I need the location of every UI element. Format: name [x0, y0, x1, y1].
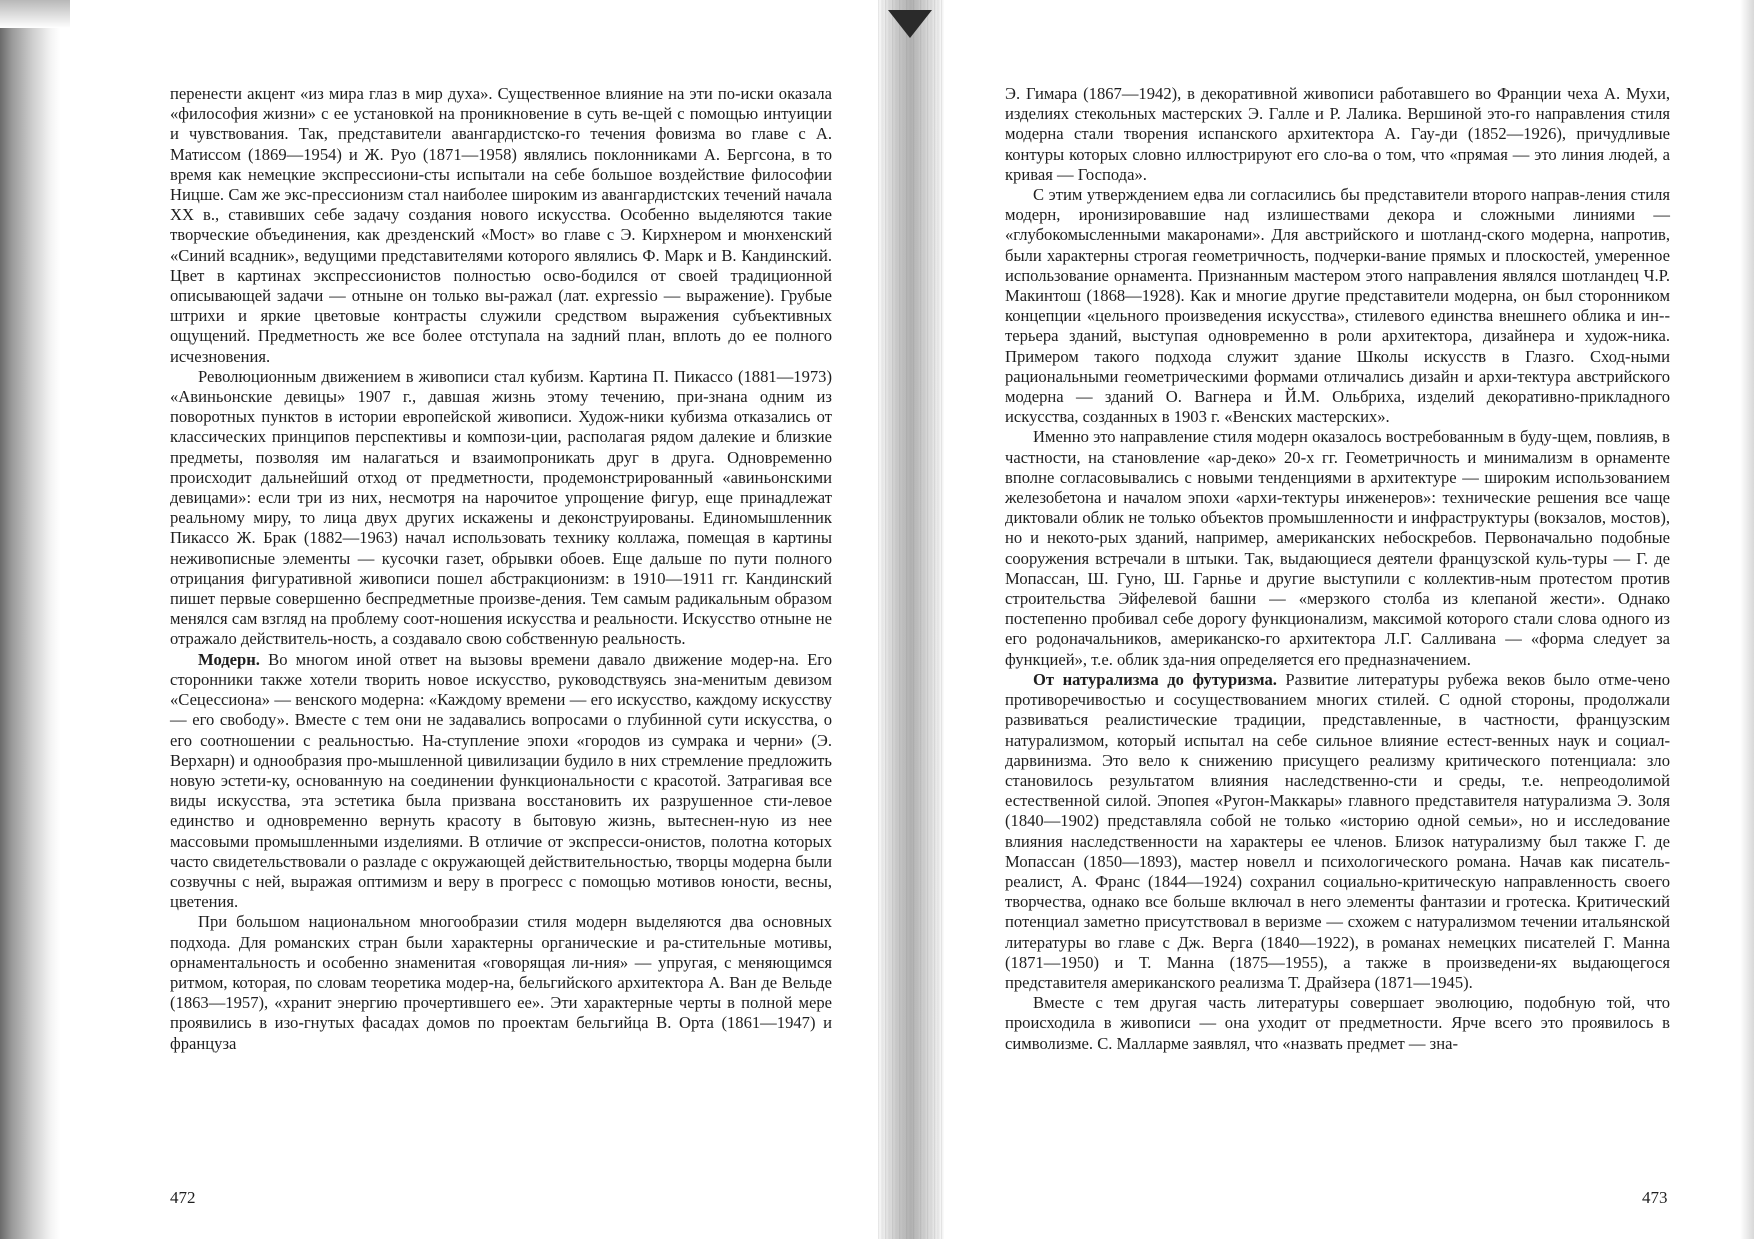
- left-page: [170, 84, 832, 1054]
- right-paragraph-4: [1005, 670, 1670, 993]
- left-paragraph-4: [170, 912, 832, 1053]
- book-gutter: [878, 0, 944, 1239]
- right-paragraph-5: [1005, 993, 1670, 1054]
- book-edge-left: [0, 0, 60, 1239]
- left-paragraph-2: [170, 367, 832, 650]
- paragraph-text: С этим утверждением едва ли согласились бы представители второго направ-ления стиля модерн, иронизировавшие над излишествами декора и сложными линиями — «глубокомысленными макаронами». Для австрийского и шотланд-ского модерна, напротив, были характерны строгая геометричность, подчерки-вание прямых и плоскостей, умеренное использование орнамента. Признанным мастером этого направления являлся шотландец Ч.Р. Макинтош (1868—1928). Как и многие другие представители модерна, он был сторонником концепции «цельного произведения искусства», стилевого единства внешнего облика и ин-терьера зданий, выступая одновременно в роли архитектора, дизайнера и худож-ника. Примером такого подхода служит здание Школы искусств в Глазго. Сход-ными рациональными геометрическими формами отличались дизайн и архи-тектура австрийского модерна — зданий О. Вагнера и Й.М. Ольбриха, изделий декоративно-прикладного искусства, созданных в 1903 г. «Венских мастерских».: [1005, 185, 1670, 427]
- paragraph-text: При большом национальном многообразии стиля модерн выделяются два основных подхода. Для романских стран были характерны органические и ра-стительные мотивы, орнаментальность и особенно знаменитая «говорящая ли-ния» — упругая, с меняющимся ритмом, которая, по словам теоретика модер-на, бельгийского архитектора А. Ван де Вельде (1863—1957), «хранит энергию прочертившего ее». Эти характерные черты в полной мере проявились в изо-гнутых фасадах домов по проектам бельгийца В. Орта (1861—1947) и француза: [170, 912, 832, 1053]
- right-paragraph-1: [1005, 84, 1670, 185]
- book-edge-corner: [0, 0, 70, 28]
- paragraph-text: Вместе с тем другая часть литературы совершает эволюцию, подобную той, что происходила в живописи — она уходит от предметности. Ярче всего это проявилось в символизме. С. Малларме заявлял, что «назвать предмет — зна-: [1005, 993, 1670, 1053]
- right-paragraph-3: [1005, 427, 1670, 669]
- right-paragraph-2: [1005, 185, 1670, 427]
- page-number-left: 472: [170, 1188, 196, 1207]
- page-number-right: 473: [1642, 1188, 1668, 1207]
- paragraph-lead: От натурализма до футуризма.: [1033, 669, 1277, 689]
- paragraph-lead: Модерн.: [198, 649, 260, 669]
- paragraph-text: Э. Гимара (1867—1942), в декоративной живописи работавшего во Франции чеха А. Мухи, изделиях стекольных мастерских Э. Галле и Р. Лалика. Вершиной это-го направления стиля модерна стали творения испанского архитектора А. Гау-ди (1852—1926), причудливые контуры которых словно иллюстрируют его сло-ва о том, что «прямая — это линия людей, а кривая — Господа».: [1005, 84, 1670, 184]
- paragraph-text: Революционным движением в живописи стал кубизм. Картина П. Пикассо (1881—1973) «Авиньонские девицы» 1907 г., давшая жизнь этому течению, при-знана одним из поворотных пунктов в истории европейской живописи. Худож-ники кубизма отказались от классических принципов перспективы и компози-ции, располагая рядом далекие и близкие предметы, позволяя им налагаться и взаимопроникать друг в друга. Одновременно происходит дальнейший отход от предметности, продемонстрированный «авиньонскими девицами»: если три из них, несмотря на нарочитое упрощение фигур, еще принадлежат реальному миру, то лица двух других искажены и деконструированы. Единомышленник Пикассо Ж. Брак (1882—1963) начал использовать технику коллажа, помещая в картины неживописные элементы — кусочки газет, обрывки обоев. Еще дальше по пути полного отрицания фигуративной живописи пошел абстракционизм: в 1910—1911 гг. Кандинский пишет первые совершенно беспредметные произве-дения. Тем самым радикальным образом менялся сам взгляд на проблему соот-ношения искусства и реальности. Искусство отныне не отражало действитель-ность, а создавало свою собственную реальность.: [170, 366, 832, 649]
- paragraph-text: Во многом иной ответ на вызовы времени давало движение модер-на. Его сторонники также хотели творить новое искусство, руководствуясь зна-менитым девизом «Сецессиона» — венского модерна: «Каждому времени — его искусство, каждому искусству — его свободу». Вместе с тем они не задавались вопросами о глубинной сути искусства, о его соотношении с реальностью. На-ступление эпохи «городов из сумрака и черни» (Э. Верхарн) и однообразия про-мышленной цивилизации будило в них стремление предложить новую эстети-ку, основанную на соединении функциональности с красотой. Затрагивая все виды искусства, эта эстетика была призвана восстановить их разрушенное сти-левое единство и одновременно вернуть красоту в бытовую жизнь, вытеснен-ную из нее массовыми промышленными изделиями. В отличие от экспресси-онистов, полотна которых часто свидетельствовали о разладе с окружающей действительностью, творцы модерна были созвучны с ней, выражая оптимизм и веру в прогресс с помощью мотивов юности, весны, цветения.: [170, 649, 832, 912]
- gutter-shadow-mark: [888, 10, 932, 38]
- paragraph-text: Именно это направление стиля модерн оказалось востребованным в буду-щем, повлияв, в частности, на становление «ар-деко» 20-х гг. Геометричность и минимализм в орнаменте вполне согласовывались с новыми тенденциями в архитектуре — широким использованием железобетона и началом эпохи «архи-тектуры инженеров»: технические решения все чаще диктовали облик не только объектов промышленности и инфраструктуры (вокзалов, мостов), но и некото-рых зданий, например, американских небоскребов. Первоначально подобные сооружения встречали в штыки. Так, выдающиеся деятели французской куль-туры — Г. де Мопассан, Ш. Гуно, Ш. Гарнье и другие выступили с коллектив-ным протестом против строительства Эйфелевой башни — «мерзкого столба из клепаной жести». Однако постепенно пробивал себе дорогу функционализм, максимой которого стали слова одного из его родоначальников, американско-го архитектора Л.Г. Салливана — «форма следует за функцией», т.е. облик зда-ния определяется его предназначением.: [1005, 427, 1670, 669]
- left-paragraph-3: [170, 650, 832, 913]
- paragraph-text: Развитие литературы рубежа веков было отме-чено противоречивостью и сосуществованием многих стилей. С одной стороны, продолжали развиваться реалистические традиции, представленные, в частности, французским натурализмом, который испытал на себе сильное влияние естест-венных наук и социал-дарвинизма. Это вело к снижению присущего реализму критического потенциала: зло становилось результатом влияния наследственно-сти и среды, т.е. непреодолимой естественной силой. Эпопея «Ругон-Маккары» главного представителя натурализма Э. Золя (1840—1902) представляла собой не только «историю одной семьи», но и исследование влияния наследственности на характеры ее членов. Близок натурализму был также Г. де Мопассан (1850—1893), мастер новелл и психологического романа. Начав как писатель-реалист, А. Франс (1844—1924) сохранил социально-критическую направленность своего творчества, однако все больше включал в него элементы фантазии и гротеска. Критический потенциал заметно присутствовал в веризме — схожем с натурализмом течении итальянской литературы во главе с Дж. Верга (1840—1922), в романах немецких писателей Г. Манна (1871—1950) и Т. Манна (1875—1955), а также в произведени-ях выдающегося представителя американского реализма Т. Драйзера (1871—1945).: [1005, 669, 1670, 992]
- left-paragraph-1: [170, 84, 832, 367]
- book-edge-right: [1740, 0, 1754, 1239]
- paragraph-text: перенести акцент «из мира глаз в мир духа». Существенное влияние на эти по-иски оказала «философия жизни» с ее установкой на проникновение в суть ве-щей с помощью интуиции и чувствования. Так, представители авангардистско-го течения фовизма во главе с А. Матиссом (1869—1954) и Ж. Руо (1871—1958) являлись поклонниками А. Бергсона, в то время как немецкие экспрессиони-сты испытали на себе большое воздействие философии Ницше. Сам же экс-прессионизм стал наиболее широким из авангардистских течений начала XX в., ставивших себе задачу создания нового искусства. Особенно выделяются такие творческие объединения, как дрезденский «Мост» во главе с Э. Кирхнером и мюнхенский «Синий всадник», ведущими представителями которого являлись Ф. Марк и В. Кандинский. Цвет в картинах экспрессионистов полностью осво-бодился от своей традиционной описывающей задачи — отныне он только вы-ражал (лат. expressio — выражение). Грубые штрихи и яркие цветовые контрасты служили средством выражения субъективных ощущений. Предметность же все более отступала на задний план, вплоть до ее полного исчезновения.: [170, 84, 832, 366]
- right-page: [1005, 84, 1670, 1054]
